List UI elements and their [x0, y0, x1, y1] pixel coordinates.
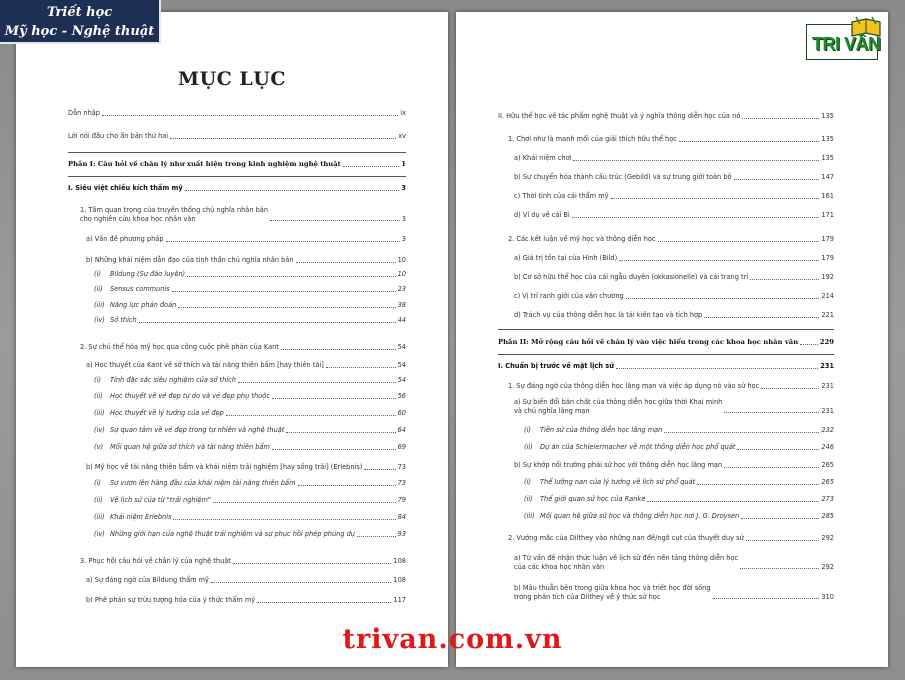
toc-entry-index: (iii) — [94, 409, 105, 417]
toc-entry-title: a) Từ vấn đề nhận thức luận về lịch sử đến nền tảng thông diễn học của các khoa học nhân văn — [514, 554, 739, 571]
toc-entry — [524, 443, 834, 452]
toc-entry-index: (v) — [94, 443, 104, 451]
toc-entry-page: 3 — [401, 235, 406, 243]
toc-entry — [514, 192, 834, 201]
dot-leader — [213, 502, 396, 503]
dot-leader — [139, 322, 396, 323]
toc-entry — [86, 576, 406, 585]
toc-entry-page: 84 — [397, 513, 406, 521]
toc-entry-title: 2. Các kết luận về mỹ học và thông diễn học — [508, 235, 656, 243]
toc-entry-page: 265 — [821, 461, 834, 469]
toc-entry-title: 1. Tầm quan trọng của truyền thống chủ nghĩa nhân bản cho nghiên cứu khoa học nhân văn — [80, 206, 269, 223]
toc-entry-title: Phần I: Câu hỏi về chân lý như xuất hiện trong kinh nghiệm nghệ thuật — [68, 160, 341, 168]
toc-entry-index: (i) — [524, 426, 531, 434]
dot-leader — [704, 317, 819, 318]
toc-entry-page: 285 — [821, 512, 834, 520]
toc-entry-page: 265 — [821, 478, 834, 486]
dot-leader — [616, 368, 818, 369]
toc-entry — [80, 343, 406, 352]
toc-entry-title: a) Giá trị tồn tại của Hình (Bild) — [514, 254, 618, 262]
toc-entry — [68, 160, 406, 169]
toc-entry-title: Sensus communis — [110, 285, 170, 293]
toc-entry — [524, 426, 834, 435]
toc-entry-title: b) Mâu thuẫn bên trong giữa khoa học và triết học đời sống trong phân tích của Dilthey về ý thức sử học — [514, 584, 711, 601]
toc-entry-title: Năng lực phán đoán — [110, 301, 177, 309]
toc-entry-page: 161 — [821, 192, 834, 200]
trivan-logo — [806, 16, 884, 60]
section-divider — [498, 329, 834, 330]
toc-entry-title: 1. Sự đáng ngờ của thông diễn học lãng mạn và việc áp dụng nó vào sử học — [508, 382, 760, 390]
section-divider — [68, 152, 406, 153]
left-toc — [16, 12, 448, 667]
toc-entry — [80, 557, 406, 566]
dot-leader — [172, 291, 396, 292]
dot-leader — [187, 276, 395, 277]
toc-entry-page: 73 — [397, 479, 406, 487]
toc-entry-page: 273 — [821, 495, 834, 503]
toc-entry-page: 23 — [397, 285, 406, 293]
toc-entry — [94, 443, 406, 452]
toc-entry-page: 60 — [397, 409, 406, 417]
category-line-1: Triết học — [46, 5, 113, 20]
dot-leader — [734, 179, 820, 180]
toc-entry-page: 221 — [821, 311, 834, 319]
dot-leader — [664, 432, 819, 433]
toc-entry — [68, 109, 406, 118]
toc-entry-index: (i) — [524, 478, 531, 486]
toc-entry-index: (ii) — [524, 495, 533, 503]
dot-leader — [761, 388, 819, 389]
toc-entry-index: (iii) — [524, 512, 535, 520]
toc-entry — [514, 273, 834, 282]
toc-entry-page: 38 — [397, 301, 406, 309]
toc-entry-index: (iii) — [94, 301, 105, 309]
dot-leader — [679, 141, 820, 142]
toc-entry-page: 69 — [397, 443, 406, 451]
toc-entry — [514, 154, 834, 163]
toc-entry-title: b) Mỹ học về tài năng thiên bẩm và khái niệm trải nghiệm [hay sống trải] (Erlebnis) — [86, 463, 363, 471]
logo-text: TRI VÂN — [812, 34, 881, 54]
toc-entry-title: Bildung (Sự đào luyện) — [110, 270, 186, 278]
toc-entry-index: (i) — [94, 270, 101, 278]
toc-entry — [508, 382, 834, 391]
toc-entry-page: 3 — [401, 214, 406, 223]
dot-leader — [741, 518, 819, 519]
toc-entry-page: 93 — [397, 530, 406, 538]
dot-leader — [658, 241, 820, 242]
toc-entry-index: (ii) — [94, 496, 103, 504]
toc-entry — [524, 512, 834, 521]
toc-entry-page: 56 — [397, 392, 406, 400]
toc-entry — [94, 392, 406, 401]
toc-entry-title: I. Chuẩn bị trước về mặt lịch sử — [498, 362, 614, 370]
toc-entry-page: 232 — [821, 426, 834, 434]
toc-entry-page: 292 — [821, 562, 834, 571]
dot-leader — [626, 298, 820, 299]
toc-entry — [94, 426, 406, 435]
dot-leader — [102, 115, 398, 116]
toc-entry-title: c) Thời tính của cái thẩm mỹ — [514, 192, 609, 200]
toc-entry-title: Mối quan hệ giữa sở thích và tài năng thiên bẩm — [110, 443, 270, 451]
toc-entry-page: 79 — [397, 496, 406, 504]
toc-entry-page: 73 — [397, 463, 406, 471]
toc-entry-page: 1 — [401, 160, 406, 168]
toc-entry — [508, 534, 834, 543]
toc-entry-page: 135 — [821, 112, 834, 120]
toc-entry — [68, 184, 406, 193]
dot-leader — [286, 432, 395, 433]
toc-entry-page: 44 — [397, 316, 406, 324]
left-page — [16, 12, 448, 667]
toc-entry-page: 54 — [397, 343, 406, 351]
dot-leader — [343, 166, 399, 167]
dot-leader — [326, 367, 396, 368]
dot-leader — [724, 412, 819, 413]
toc-entry-title: a) Sự đáng ngờ của Bildung thẩm mỹ — [86, 576, 209, 584]
toc-entry-title: 2. Sự chủ thể hóa mỹ học qua công cuộc phê phán của Kant — [80, 343, 279, 351]
toc-entry-title: Về lịch sử của từ "trải nghiệm" — [110, 496, 211, 504]
watermark: trivan.com.vn — [342, 624, 563, 655]
toc-entry-page: 10 — [397, 256, 406, 264]
toc-entry — [94, 301, 406, 310]
toc-entry-title: Sự quan tâm về vẻ đẹp trong tự nhiên và nghệ thuật — [110, 426, 285, 434]
toc-entry-title: Mối quan hệ giữa sử học và thông diễn học nơi J. G. Droysen — [540, 512, 740, 520]
toc-entry — [498, 362, 834, 371]
toc-entry — [94, 316, 406, 325]
dot-leader — [742, 118, 819, 119]
toc-entry-title: b) Phê phán sự trừu tượng hóa của ý thức thẩm mỹ — [86, 596, 256, 604]
toc-entry — [524, 495, 834, 504]
toc-entry — [86, 256, 406, 265]
dot-leader — [178, 307, 395, 308]
toc-entry-title: a) Khái niệm chơi — [514, 154, 572, 162]
toc-entry — [86, 463, 406, 472]
toc-entry-page: 135 — [821, 135, 834, 143]
toc-entry-title: b) Sự chuyển hóa thành cấu trúc (Gebild) và sự trung giới toàn bộ — [514, 173, 732, 181]
toc-entry-page: 147 — [821, 173, 834, 181]
dot-leader — [364, 469, 395, 470]
toc-entry — [514, 461, 834, 470]
toc-entry — [94, 285, 406, 294]
toc-entry-page: 292 — [821, 534, 834, 542]
toc-entry-page: 179 — [821, 254, 834, 262]
toc-entry — [94, 496, 406, 505]
toc-entry-title: Thế lưỡng nan của lý tưởng về lịch sử phổ quát — [540, 478, 696, 486]
toc-entry-page: 192 — [821, 273, 834, 281]
dot-leader — [750, 279, 819, 280]
toc-entry-page: 229 — [819, 338, 834, 346]
toc-entry-page: 135 — [821, 154, 834, 162]
toc-entry — [94, 530, 406, 539]
right-page — [456, 12, 888, 667]
toc-entry — [524, 478, 834, 487]
toc-entry-index: (i) — [94, 376, 101, 384]
toc-entry — [94, 270, 406, 279]
toc-entry — [514, 211, 834, 220]
toc-entry-page: xv — [398, 132, 406, 140]
toc-entry-title: II. Hữu thể học về tác phẩm nghệ thuật và ý nghĩa thông diễn học của nó — [498, 112, 741, 120]
dot-leader — [737, 449, 819, 450]
toc-entry-page: 108 — [393, 576, 406, 584]
dot-leader — [185, 190, 400, 191]
dot-leader — [296, 262, 396, 263]
toc-entry-title: Sự vươn lên hàng đầu của khái niệm tài năng thiên bẩm — [110, 479, 296, 487]
toc-entry — [86, 596, 406, 605]
toc-entry-title: b) Cơ sở hữu thể học của cái ngẫu duyên (okkasionelle) và cái trang trí — [514, 273, 749, 281]
dot-leader — [170, 138, 396, 139]
dot-leader — [724, 467, 819, 468]
toc-entry-page: 310 — [821, 592, 834, 601]
toc-entry — [514, 173, 834, 182]
toc-entry-title: 1. Chơi như là manh mối của giải thích hữu thể học — [508, 135, 677, 143]
dot-leader — [619, 260, 819, 261]
toc-entry — [514, 254, 834, 263]
toc-entry — [86, 235, 406, 244]
toc-entry-page: 179 — [821, 235, 834, 243]
toc-entry-page: 10 — [397, 270, 406, 278]
section-divider — [498, 354, 834, 355]
toc-entry — [94, 376, 406, 385]
toc-entry — [514, 554, 834, 571]
toc-entry-title: Tiền sử của thông diễn học lãng mạn — [540, 426, 663, 434]
toc-entry-title: Thế giới quan sử học của Ranke — [540, 495, 646, 503]
dot-leader — [298, 485, 396, 486]
dot-leader — [281, 349, 396, 350]
toc-entry-page: 231 — [821, 406, 834, 415]
toc-entry — [514, 584, 834, 601]
toc-entry-title: Học thuyết về lý tưởng của vẻ đẹp — [110, 409, 224, 417]
toc-entry-page: 231 — [821, 382, 834, 390]
dot-leader — [226, 415, 396, 416]
toc-entry-page: 108 — [393, 557, 406, 565]
toc-entry-index: (ii) — [524, 443, 533, 451]
category-tag — [0, 0, 161, 44]
toc-entry-title: d) Trách vụ của thông diễn học là tái kiến tạo và tích hợp — [514, 311, 703, 319]
toc-entry-page: 64 — [397, 426, 406, 434]
dot-leader — [166, 241, 400, 242]
toc-entry — [508, 135, 834, 144]
toc-entry-index: (ii) — [94, 285, 103, 293]
toc-entry-index: (iv) — [94, 426, 105, 434]
toc-entry-title: Những giới hạn của nghệ thuật trải nghiệm và sự phục hồi phép phúng dụ — [110, 530, 355, 538]
dot-leader — [713, 598, 820, 599]
toc-entry-title: Phần II: Mở rộng câu hỏi về chân lý vào việc hiểu trong các khoa học nhân văn — [498, 338, 799, 346]
toc-entry-title: Sở thích — [110, 316, 137, 324]
toc-entry — [514, 311, 834, 320]
toc-entry-title: Lời nói đầu cho ấn bản thứ hai — [68, 132, 169, 140]
toc-entry-page: 214 — [821, 292, 834, 300]
toc-entry-title: Học thuyết về vẻ đẹp tự do và vẻ đẹp phụ thuộc — [110, 392, 270, 400]
toc-entry-title: d) Ví dụ về cái Bi — [514, 211, 570, 219]
section-divider — [68, 176, 406, 177]
dot-leader — [233, 563, 392, 564]
dot-leader — [238, 382, 396, 383]
dot-leader — [272, 449, 396, 450]
toc-entry — [508, 235, 834, 244]
toc-title: MỤC LỤC — [178, 68, 286, 90]
toc-entry-page: ix — [400, 109, 406, 117]
dot-leader — [647, 501, 819, 502]
toc-entry-title: c) Vị trí ranh giới của văn chương — [514, 292, 624, 300]
toc-entry — [68, 132, 406, 141]
toc-entry — [94, 479, 406, 488]
dot-leader — [211, 582, 391, 583]
toc-entry-page: 3 — [401, 184, 406, 192]
category-line-2: Mỹ học - Nghệ thuật — [4, 24, 155, 39]
toc-entry-title: a) Sự biến đổi bản chất của thông diễn học giữa thời Khai minh và chủ nghĩa lãng mạn — [514, 398, 723, 415]
toc-entry-page: 171 — [821, 211, 834, 219]
toc-entry-title: Dự án của Schleiermacher về một thông diễn học phổ quát — [540, 443, 736, 451]
toc-entry-index: (ii) — [94, 392, 103, 400]
toc-entry-page: 246 — [821, 443, 834, 451]
toc-entry — [94, 513, 406, 522]
toc-entry-page: 117 — [393, 596, 406, 604]
dot-leader — [357, 536, 396, 537]
toc-entry — [80, 206, 406, 223]
toc-entry-index: (iv) — [94, 316, 105, 324]
toc-entry-title: a) Vấn đề phương pháp — [86, 235, 164, 243]
toc-entry — [498, 338, 834, 347]
dot-leader — [611, 198, 820, 199]
dot-leader — [272, 398, 396, 399]
toc-entry-title: Khái niệm Erlebnis — [110, 513, 172, 521]
toc-entry — [498, 112, 834, 121]
toc-entry-page: 54 — [397, 361, 406, 369]
dot-leader — [270, 220, 400, 221]
toc-entry — [514, 292, 834, 301]
toc-entry-title: Tính đặc sắc siêu nghiệm của sở thích — [110, 376, 236, 384]
dot-leader — [800, 344, 818, 345]
toc-entry-title: Dẫn nhập — [68, 109, 100, 117]
toc-entry-page: 54 — [397, 376, 406, 384]
toc-entry-page: 231 — [820, 362, 834, 370]
dot-leader — [173, 519, 395, 520]
dot-leader — [257, 602, 391, 603]
toc-entry-title: b) Những khái niệm dẫn đạo của tinh thần chủ nghĩa nhân bản — [86, 256, 294, 264]
dot-leader — [573, 160, 819, 161]
toc-entry — [94, 409, 406, 418]
dot-leader — [572, 217, 820, 218]
toc-entry — [86, 361, 406, 370]
toc-entry-index: (iii) — [94, 513, 105, 521]
toc-entry-index: (iv) — [94, 530, 105, 538]
toc-entry — [514, 398, 834, 415]
dot-leader — [697, 484, 819, 485]
dot-leader — [746, 540, 820, 541]
toc-entry-title: b) Sự khớp nối trường phái sử học với thông diễn học lãng mạn — [514, 461, 723, 469]
toc-entry-title: a) Học thuyết của Kant về sở thích và tài năng thiên bẩm [hay thiên tài] — [86, 361, 324, 369]
dot-leader — [740, 568, 819, 569]
toc-entry-index: (i) — [94, 479, 101, 487]
right-toc — [456, 12, 888, 667]
toc-entry-title: 2. Vướng mắc của Dilthey vào những nan đề/ngõ cụt của thuyết duy sử — [508, 534, 744, 542]
toc-entry-title: 3. Phục hồi câu hỏi về chân lý của nghệ thuật — [80, 557, 231, 565]
toc-entry-title: I. Siêu việt chiều kích thẩm mỹ — [68, 184, 183, 192]
